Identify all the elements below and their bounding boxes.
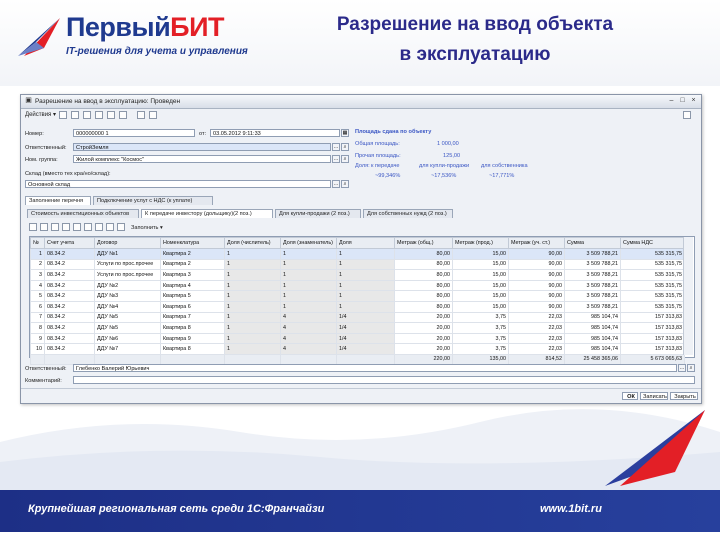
column-header[interactable]: № <box>31 238 45 249</box>
post-icon[interactable] <box>71 111 79 119</box>
table-cell[interactable]: 1 <box>31 249 45 260</box>
arrow-swoosh-icon <box>600 406 710 490</box>
table-cell[interactable]: ДДУ №4 <box>95 301 161 312</box>
table-cell[interactable]: 4 <box>31 280 45 291</box>
sort-asc-icon[interactable] <box>106 223 114 231</box>
column-header[interactable]: Договор <box>95 238 161 249</box>
table-cell[interactable]: Квартира 2 <box>161 249 225 260</box>
tab-vat-services[interactable]: Подключение услуг с НДС (к уплате) <box>93 196 213 205</box>
share-col-owner: для собственника <box>481 163 528 169</box>
positions-table <box>29 236 695 363</box>
table-cell[interactable]: 535 315,75 <box>621 301 685 312</box>
save-icon[interactable] <box>59 111 67 119</box>
table-cell[interactable]: 1/4 <box>337 312 395 323</box>
column-header[interactable]: Метраж (общ.) <box>395 238 453 249</box>
table-cell[interactable]: 1/4 <box>337 344 395 355</box>
table-cell[interactable]: Квартира 6 <box>161 301 225 312</box>
document-window <box>20 94 702 404</box>
share-col-sale: для купли-продажи <box>419 163 470 169</box>
close-button[interactable]: Закрыть <box>670 392 698 400</box>
table-cell[interactable]: 08.34.2 <box>45 259 95 270</box>
responsible-search-icon[interactable]: ⌕ <box>687 364 695 372</box>
table-cell[interactable]: Квартира 7 <box>161 312 225 323</box>
close-window-button[interactable]: × <box>691 97 696 104</box>
table-cell[interactable]: 985 104,74 <box>565 344 621 355</box>
footer-slogan: Крупнейшая региональная сеть среди 1С:Франчайзи <box>28 503 325 515</box>
table-cell[interactable]: 15,00 <box>453 280 509 291</box>
total-cell <box>31 354 45 364</box>
column-header[interactable]: Доля (знаменатель) <box>281 238 337 249</box>
table-row[interactable] <box>31 333 685 344</box>
table-cell[interactable]: 1 <box>225 301 281 312</box>
window-title: Разрешение на ввод в эксплуатацию: Проведен <box>35 98 181 105</box>
table-cell[interactable]: 15,00 <box>453 301 509 312</box>
table-cell[interactable]: 20,00 <box>395 333 453 344</box>
table-cell[interactable]: 1 <box>281 280 337 291</box>
table-cell[interactable]: 3,75 <box>453 344 509 355</box>
logo-icon <box>14 12 64 62</box>
total-cell <box>225 354 281 364</box>
print-icon[interactable] <box>149 111 157 119</box>
comment-label: Комментарий: <box>25 378 62 384</box>
table-cell[interactable]: 80,00 <box>395 301 453 312</box>
table-cell[interactable]: 157 313,83 <box>621 312 685 323</box>
ok-button[interactable]: ОК <box>622 392 638 400</box>
help-icon[interactable] <box>683 111 691 119</box>
table-cell[interactable]: Квартира 8 <box>161 323 225 334</box>
table-cell[interactable]: 1 <box>225 291 281 302</box>
group-search-icon[interactable]: ⌕ <box>341 155 349 163</box>
table-cell[interactable]: 3 <box>31 270 45 281</box>
number-field[interactable]: 000000000 1 <box>73 129 195 137</box>
slide-title: Разрешение на ввод объекта в эксплуатацию <box>336 14 614 65</box>
table-cell[interactable]: 4 <box>281 344 337 355</box>
table-cell[interactable]: 7 <box>31 312 45 323</box>
table-cell[interactable]: 1 <box>225 280 281 291</box>
table-cell[interactable]: 4 <box>281 312 337 323</box>
move-down-icon[interactable] <box>95 223 103 231</box>
total-area-label: Общая площадь: <box>355 141 400 147</box>
table-cell[interactable]: ДДУ №3 <box>95 291 161 302</box>
refresh-icon[interactable] <box>83 111 91 119</box>
table-cell[interactable]: Квартира 4 <box>161 280 225 291</box>
table-cell[interactable]: 1 <box>281 249 337 260</box>
table-cell[interactable]: 1 <box>337 280 395 291</box>
table-row[interactable] <box>31 259 685 270</box>
group-field[interactable]: Жилой комплекс "Космос" <box>73 155 331 163</box>
table-cell[interactable]: 535 315,75 <box>621 270 685 281</box>
calendar-icon[interactable]: ▦ <box>342 130 348 136</box>
total-cell <box>45 354 95 364</box>
table-cell[interactable]: 1/4 <box>337 333 395 344</box>
table-cell[interactable]: Услуги по прос.прочее <box>95 259 161 270</box>
table-cell[interactable]: Квартира 2 <box>161 259 225 270</box>
column-header[interactable]: Доля <box>337 238 395 249</box>
total-area-value: 1 000,00 <box>437 141 459 147</box>
table-cell[interactable]: 157 313,83 <box>621 333 685 344</box>
table-cell[interactable]: 90,00 <box>509 259 565 270</box>
table-cell[interactable]: ДДУ №5 <box>95 323 161 334</box>
document-toolbar <box>21 109 701 121</box>
table-cell[interactable]: 08.34.2 <box>45 333 95 344</box>
table-cell[interactable]: 6 <box>31 301 45 312</box>
table-cell[interactable]: 3 509 788,21 <box>565 249 621 260</box>
table-cell[interactable]: ДДУ №7 <box>95 344 161 355</box>
sort-desc-icon[interactable] <box>117 223 125 231</box>
column-header[interactable]: Доля (числитель) <box>225 238 281 249</box>
table-cell[interactable]: 3 509 788,21 <box>565 270 621 281</box>
delete-row-icon[interactable] <box>62 223 70 231</box>
table-cell[interactable]: 985 104,74 <box>565 333 621 344</box>
table-cell[interactable]: 08.34.2 <box>45 323 95 334</box>
warehouse-dropdown-icon[interactable]: … <box>333 181 339 187</box>
table-cell[interactable]: 20,00 <box>395 323 453 334</box>
table-cell[interactable]: 5 <box>31 291 45 302</box>
table-cell[interactable]: ДДУ №2 <box>95 280 161 291</box>
add-row-icon[interactable] <box>29 223 37 231</box>
table-cell[interactable]: 22,03 <box>509 333 565 344</box>
column-header[interactable]: Счет учета <box>45 238 95 249</box>
other-area-label: Прочая площадь: <box>355 153 401 159</box>
table-cell[interactable]: 1/4 <box>337 323 395 334</box>
table-cell[interactable]: ДДУ №1 <box>95 249 161 260</box>
date-label: от: <box>199 131 207 137</box>
table-cell[interactable]: 1 <box>337 270 395 281</box>
total-cell: 220,00 <box>395 354 453 364</box>
table-cell[interactable]: 80,00 <box>395 249 453 260</box>
share-value-sale: ~17,536% <box>431 173 457 179</box>
minimize-button[interactable]: – <box>669 97 674 104</box>
move-up-icon[interactable] <box>84 223 92 231</box>
footer-divider <box>21 388 701 389</box>
table-cell[interactable]: 3 509 788,21 <box>565 259 621 270</box>
table-icon[interactable] <box>137 111 145 119</box>
table-row[interactable] <box>31 280 685 291</box>
table-cell[interactable]: 08.34.2 <box>45 280 95 291</box>
structure-icon[interactable] <box>119 111 127 119</box>
table-row[interactable] <box>31 301 685 312</box>
tab-investment-cost[interactable]: Стоимость инвестиционных объектов <box>27 209 139 218</box>
table-cell[interactable]: 90,00 <box>509 280 565 291</box>
object-dropdown-icon[interactable]: … <box>333 144 339 150</box>
table-cell[interactable]: 157 313,83 <box>621 344 685 355</box>
object-field[interactable]: СтройЗемля <box>73 143 331 151</box>
group-label: Ном. группа: <box>25 157 58 163</box>
table-cell[interactable]: 10 <box>31 344 45 355</box>
object-search-icon[interactable]: ⌕ <box>341 143 349 151</box>
table-cell[interactable]: 15,00 <box>453 291 509 302</box>
table-cell[interactable]: 157 313,83 <box>621 323 685 334</box>
total-cell <box>281 354 337 364</box>
footer-website[interactable]: www.1bit.ru <box>540 503 602 515</box>
table-cell[interactable]: 9 <box>31 333 45 344</box>
table-cell[interactable]: 15,00 <box>453 249 509 260</box>
edit-row-icon[interactable] <box>51 223 59 231</box>
table-cell[interactable]: 1 <box>337 301 395 312</box>
table-cell[interactable]: 535 315,75 <box>621 249 685 260</box>
table-cell[interactable]: 1 <box>225 249 281 260</box>
table-row[interactable] <box>31 323 685 334</box>
table-row[interactable] <box>31 270 685 281</box>
table-cell[interactable]: 22,03 <box>509 323 565 334</box>
table-row[interactable] <box>31 291 685 302</box>
fill-button[interactable]: Заполнить ▾ <box>131 225 163 231</box>
table-cell[interactable]: 90,00 <box>509 291 565 302</box>
table-cell[interactable]: Услуги по прос.прочее <box>95 270 161 281</box>
table-cell[interactable]: 4 <box>281 323 337 334</box>
column-header[interactable]: Сумма НДС <box>621 238 685 249</box>
group-dropdown-icon[interactable]: … <box>333 156 339 162</box>
table-row[interactable] <box>31 344 685 355</box>
table-header-row <box>31 238 685 249</box>
table-cell[interactable]: 1 <box>337 249 395 260</box>
total-cell: 814,52 <box>509 354 565 364</box>
other-area-value: 125,00 <box>443 153 461 159</box>
table-cell[interactable]: 535 315,75 <box>621 280 685 291</box>
table-cell[interactable]: 15,00 <box>453 270 509 281</box>
table-cell[interactable]: 08.34.2 <box>45 301 95 312</box>
date-field[interactable]: 03.05.2012 9:11:33 <box>210 129 340 137</box>
share-value-transfer: ~99,346% <box>375 173 401 179</box>
tab-for-sale[interactable]: Для купли-продажи (2 поз.) <box>275 209 361 218</box>
table-cell[interactable]: 90,00 <box>509 301 565 312</box>
table-cell[interactable]: 1 <box>281 259 337 270</box>
table-cell[interactable]: 1 <box>225 344 281 355</box>
table-cell[interactable]: 80,00 <box>395 280 453 291</box>
brand-name: ПервыйБИТ <box>66 12 224 42</box>
share-value-owner: ~17,771% <box>489 173 515 179</box>
table-cell[interactable]: 3 509 788,21 <box>565 280 621 291</box>
table-cell[interactable]: 985 104,74 <box>565 312 621 323</box>
tab-fill-list[interactable]: Заполнение перечня <box>25 196 91 205</box>
table-cell[interactable]: 2 <box>31 259 45 270</box>
table-cell[interactable]: 1 <box>225 312 281 323</box>
table-cell[interactable]: 08.34.2 <box>45 312 95 323</box>
save-button[interactable]: Записать <box>640 392 668 400</box>
end-edit-icon[interactable] <box>73 223 81 231</box>
table-cell[interactable]: ДДУ №6 <box>95 333 161 344</box>
total-cell <box>95 354 161 364</box>
table-cell[interactable]: 4 <box>281 333 337 344</box>
table-cell[interactable]: 08.34.2 <box>45 249 95 260</box>
table-cell[interactable]: 08.34.2 <box>45 270 95 281</box>
table-row[interactable] <box>31 249 685 260</box>
tab-own-needs[interactable]: Для собственных нужд (2 поз.) <box>363 209 453 218</box>
warehouse-label: Склад (вместо тех кра/но/склад): <box>25 171 111 177</box>
table-cell[interactable]: 1 <box>281 291 337 302</box>
table-cell[interactable]: ДДУ №5 <box>95 312 161 323</box>
table-cell[interactable]: Квартира 5 <box>161 291 225 302</box>
table-cell[interactable]: 3,75 <box>453 333 509 344</box>
table-cell[interactable]: 8 <box>31 323 45 334</box>
delete-icon[interactable] <box>95 111 103 119</box>
column-header[interactable]: Метраж (уч. ст.) <box>509 238 565 249</box>
table-cell[interactable]: 80,00 <box>395 259 453 270</box>
table-cell[interactable]: 22,03 <box>509 344 565 355</box>
table-cell[interactable]: 1 <box>281 270 337 281</box>
table-cell[interactable]: 22,03 <box>509 312 565 323</box>
total-cell: 5 673 065,63 <box>621 354 685 364</box>
table-row[interactable] <box>31 312 685 323</box>
table-cell[interactable]: 20,00 <box>395 312 453 323</box>
warehouse-search-icon[interactable]: ⌕ <box>341 180 349 188</box>
warehouse-field[interactable]: Основной склад <box>25 180 331 188</box>
table-cell[interactable]: 90,00 <box>509 249 565 260</box>
column-header[interactable]: Номенклатура <box>161 238 225 249</box>
copy-row-icon[interactable] <box>40 223 48 231</box>
table-cell[interactable]: 08.34.2 <box>45 291 95 302</box>
table-cell[interactable]: 985 104,74 <box>565 323 621 334</box>
area-panel-title: Площадь сдана по объекту <box>355 129 432 135</box>
table-cell[interactable]: 1 <box>225 333 281 344</box>
number-label: Номер: <box>25 131 44 137</box>
table-cell[interactable]: 20,00 <box>395 344 453 355</box>
responsible-label: Ответственный: <box>25 366 67 372</box>
positions-grid <box>30 237 685 365</box>
table-cell[interactable]: Квартира 3 <box>161 270 225 281</box>
table-cell[interactable]: 80,00 <box>395 270 453 281</box>
brand-tagline: IT-решения для учета и управления <box>66 46 248 57</box>
movement-icon[interactable] <box>107 111 115 119</box>
table-cell[interactable]: 90,00 <box>509 270 565 281</box>
table-cell[interactable]: 1 <box>281 301 337 312</box>
comment-field[interactable] <box>73 376 695 384</box>
responsible-dropdown-icon[interactable]: … <box>679 365 685 371</box>
table-cell[interactable]: 08.34.2 <box>45 344 95 355</box>
table-cell[interactable]: 3,75 <box>453 312 509 323</box>
share-col-transfer: к передаче <box>371 163 400 169</box>
share-label: Доля: <box>355 163 370 169</box>
table-cell[interactable]: Квартира 8 <box>161 344 225 355</box>
table-cell[interactable]: 1 <box>337 291 395 302</box>
total-cell <box>161 354 225 364</box>
column-header[interactable]: Сумма <box>565 238 621 249</box>
table-cell[interactable]: 535 315,75 <box>621 291 685 302</box>
actions-menu[interactable]: Действия ▾ <box>25 112 56 118</box>
table-cell[interactable]: 1 <box>337 259 395 270</box>
window-titlebar <box>21 95 701 109</box>
table-cell[interactable]: 1 <box>225 270 281 281</box>
maximize-button[interactable]: □ <box>680 97 685 104</box>
table-cell[interactable]: 1 <box>225 259 281 270</box>
table-cell[interactable]: 535 315,75 <box>621 259 685 270</box>
tab-to-investor[interactable]: К передаче инвестору (дольщику)(2 поз.) <box>141 209 273 218</box>
table-cell[interactable]: 3,75 <box>453 323 509 334</box>
object-label: Ответственный: <box>25 145 67 151</box>
totals-row <box>31 354 685 364</box>
column-header[interactable]: Метраж (прод.) <box>453 238 509 249</box>
table-cell[interactable]: 15,00 <box>453 259 509 270</box>
window-icon: ▣ <box>25 97 32 104</box>
table-cell[interactable]: 80,00 <box>395 291 453 302</box>
total-cell <box>337 354 395 364</box>
responsible-field[interactable]: Глебенко Валерий Юрьевич <box>73 364 677 372</box>
table-cell[interactable]: 3 509 788,21 <box>565 291 621 302</box>
table-scrollbar[interactable] <box>683 237 693 355</box>
table-cell[interactable]: Квартира 9 <box>161 333 225 344</box>
table-cell[interactable]: 1 <box>225 323 281 334</box>
total-cell: 135,00 <box>453 354 509 364</box>
total-cell: 25 458 365,06 <box>565 354 621 364</box>
table-cell[interactable]: 3 509 788,21 <box>565 301 621 312</box>
